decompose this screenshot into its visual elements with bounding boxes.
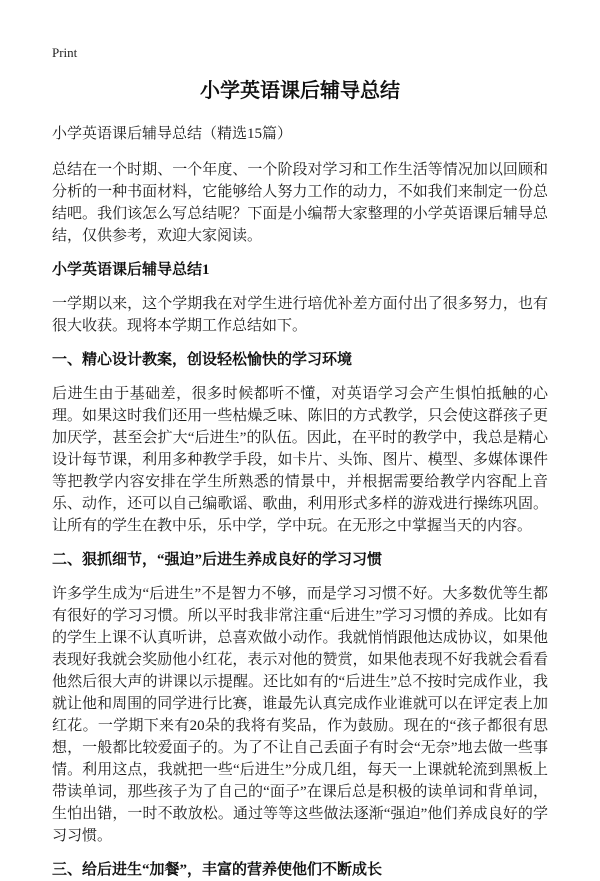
part-2-paragraph: 许多学生成为“后进生”不是智力不够，而是学习习惯不好。大多数优等生都有很好的学习习惯。所以平时我非常注重“后进生”学习习惯的养成。比如有的学生上课不认真听讲，总喜欢做小动作。我就悄悄跟他达成协议，如果他表现好我就会奖励他小红花，表示对他的赞赏，如果他表现不好我就会看看他然后很大声的讲课以示提醒。还比如有的“后进生”总不按时完成作业，我就让他和周围的同学进行比赛，谁最先认真完成作业谁就可以在评定表上加红花。一学期下来有20朵的我将有奖品，作为鼓励。现在的“孩子都很有思想，一般都比较爱面子的。为了不让自己丢面子有时会“无奈”地去做一些事情。利用这点，我就把一些“后进生”分成几组，每天一上课就轮流到黑板上带读单词，那些孩子为了自己的“面子”在课后总是积极的读单词和背单词，生怕出错，一时不敢放松。通过等等这些做法逐渐“强迫”他们养成良好的学习习惯。 [52,586,548,844]
part-1-paragraph: 后进生由于基础差，很多时候都听不懂，对英语学习会产生惧怕抵触的心理。如果这时我们还用一些枯燥乏味、陈旧的方式教学，只会使这群孩子更加厌学，甚至会扩大“后进生”的队伍。因此，在平时的教学中，我总是精心设计每节课，利用多种教学手段，如卡片、头饰、图片、模型、多媒体课件等把教学内容安排在学生所熟悉的情景中，并根据需要给教学内容配上音乐、动作，还可以自己编歌谣、歌曲，利用形式多样的游戏进行操练巩固。让所有的学生在教中乐，乐中学，学中玩。在无形之中掌握当天的内容。 [52,386,548,534]
print-button[interactable]: Print [52,45,78,60]
section-heading-summary-1: 小学英语课后辅导总结1 [52,262,210,278]
intro-paragraph: 总结在一个时期、一个年度、一个阶段对学习和工作生活等情况加以回顾和分析的一种书面材料，它能够给人努力工作的动力，不如我们来制定一份总结吧。我们该怎么写总结呢？下面是小编帮大家整理的小学英语课后辅导总结，仅供参考，欢迎大家阅读。 [52,162,548,244]
page-title: 小学英语课后辅导总结 [200,80,400,102]
section-heading-part-2: 二、狠抓细节，“强迫”后进生养成良好的学习习惯 [52,552,383,568]
section-heading-part-1: 一、精心设计教案，创设轻松愉快的学习环境 [52,352,353,368]
section-heading-part-3: 三、给后进生“加餐”，丰富的营养使他们不断成长 [52,862,383,878]
document-subtitle: 小学英语课后辅导总结（精选15篇） [52,126,293,142]
summary-1-intro-paragraph: 一学期以来，这个学期我在对学生进行培优补差方面付出了很多努力，也有很大收获。现将本学期工作总结如下。 [52,296,548,334]
